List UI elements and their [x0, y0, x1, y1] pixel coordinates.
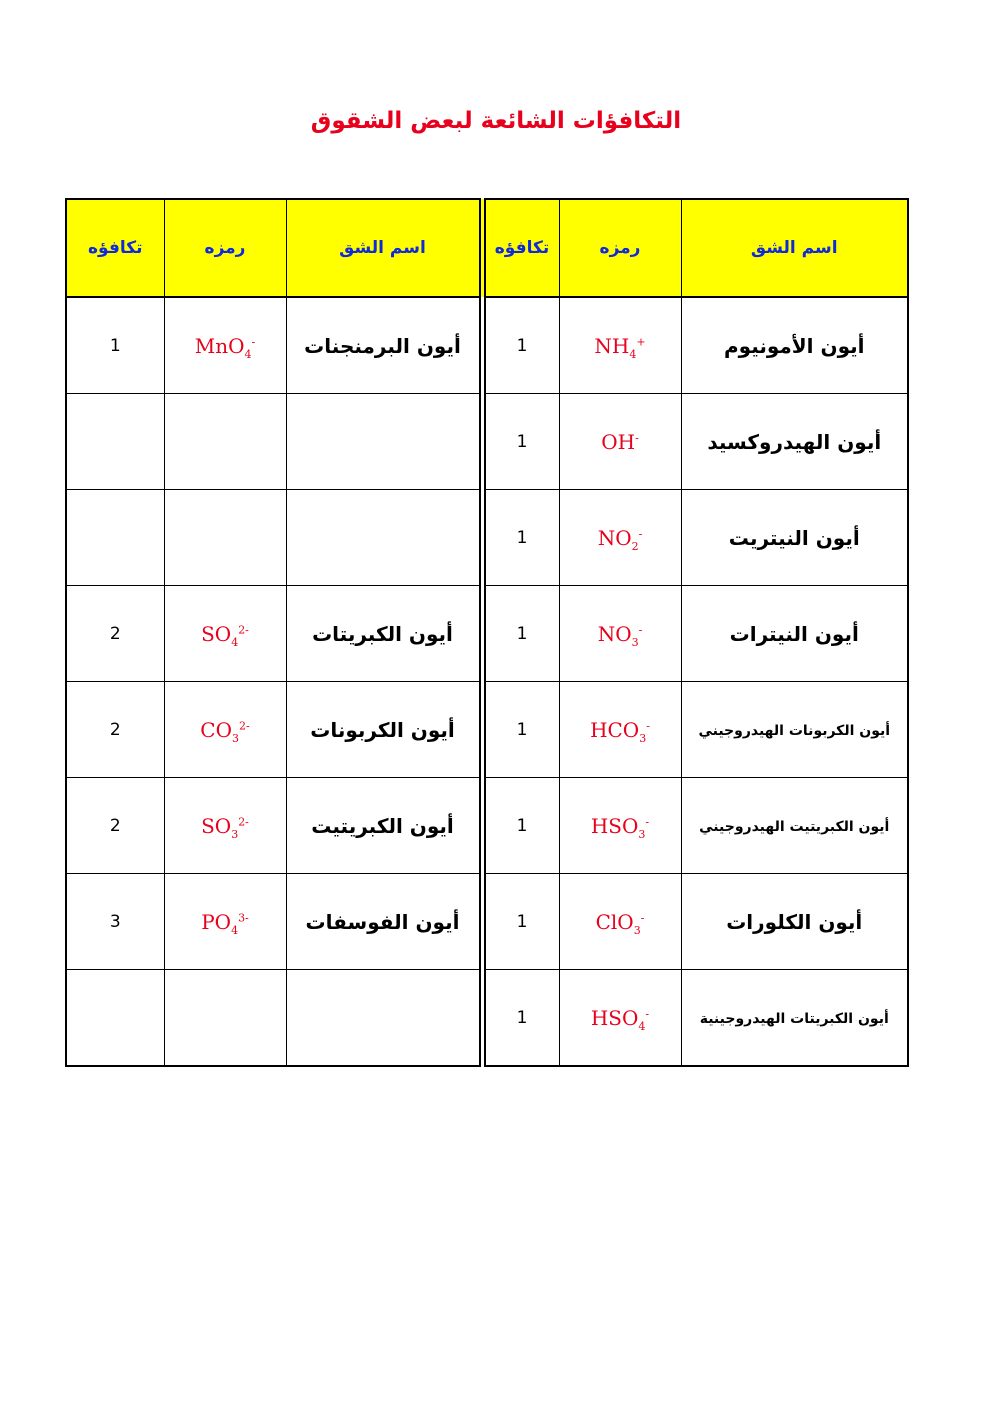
ion-name-cell: [286, 297, 482, 394]
ion-valence: 1: [516, 1007, 528, 1028]
ion-name: أيون النيترات: [729, 621, 859, 646]
ion-symbol-subscript: 3: [638, 827, 646, 841]
ion-symbol-base: NO: [597, 525, 632, 550]
ion-name: أيون الهيدروكسيد: [707, 429, 882, 454]
ion-symbol-subscript: 3: [231, 827, 239, 841]
ion-symbol: [590, 813, 650, 841]
ion-name-cell: [681, 586, 908, 682]
ion-valence-cell: [482, 874, 559, 970]
ion-valence: 2: [109, 815, 121, 836]
ion-valence-cell: [482, 682, 559, 778]
ion-symbol-charge: -: [251, 334, 256, 348]
ion-symbol-cell: [164, 394, 286, 490]
ion-name: أيون النيتريت: [728, 525, 860, 550]
ion-symbol-base: NH: [594, 333, 630, 358]
ion-symbol-cell: [559, 874, 681, 970]
ion-valence: 1: [109, 335, 121, 356]
ion-name-cell: [681, 682, 908, 778]
ion-symbol-charge: -: [646, 718, 650, 732]
ion-valence-cell: [66, 682, 164, 778]
ion-symbol-base: SO: [201, 621, 232, 646]
ion-symbol-base: HCO: [590, 717, 640, 742]
table-row: [66, 682, 908, 778]
ion-symbol-subscript: 2: [631, 539, 639, 553]
ion-symbol-cell: [164, 970, 286, 1067]
ion-symbol: [595, 909, 645, 937]
ion-valence-cell: [66, 394, 164, 490]
ion-valence-cell: [482, 586, 559, 682]
ion-valence-cell: [66, 778, 164, 874]
ion-name-cell: [286, 970, 482, 1067]
ion-symbol-charge: 2-: [238, 814, 249, 828]
table-row: [66, 586, 908, 682]
header-symbol-left: رمزه: [164, 199, 286, 297]
ion-name-cell: [681, 778, 908, 874]
ion-valence: 1: [516, 815, 528, 836]
ion-symbol: [601, 430, 639, 454]
ion-symbol-cell: [164, 586, 286, 682]
ion-symbol-charge: 3-: [238, 910, 249, 924]
ion-name: أيون الكبريتات الهيدروجينية: [699, 1011, 889, 1027]
ion-symbol-charge: -: [645, 1006, 650, 1020]
ion-valence-cell: [66, 297, 164, 394]
ion-valence: 1: [516, 527, 528, 548]
ion-valence: 1: [516, 719, 528, 740]
ion-symbol-charge: +: [636, 334, 646, 348]
ion-symbol-cell: [559, 394, 681, 490]
ion-symbol-cell: [559, 586, 681, 682]
header-name-right: اسم الشق: [681, 199, 908, 297]
ion-name: أيون الكربونات: [310, 717, 455, 742]
ion-valence-cell: [66, 586, 164, 682]
ion-symbol-subscript: 4: [231, 635, 239, 649]
ion-symbol-subscript: 4: [638, 1019, 646, 1033]
ion-symbol-base: SO: [201, 813, 232, 838]
ion-symbol: [194, 333, 256, 361]
ion-valence: 1: [516, 431, 528, 452]
table-header-row: [66, 199, 908, 297]
ion-symbol-charge: -: [640, 910, 645, 924]
ion-symbol-cell: [164, 297, 286, 394]
ion-symbol: [590, 1005, 650, 1033]
ion-valence: 2: [109, 719, 121, 740]
ion-name-cell: [681, 490, 908, 586]
ion-symbol-base: HSO: [590, 813, 639, 838]
ion-symbol: [200, 717, 250, 745]
ion-name-cell: [681, 394, 908, 490]
ion-name-cell: [681, 970, 908, 1067]
ion-symbol-cell: [559, 682, 681, 778]
ion-valence-cell: [482, 490, 559, 586]
ion-symbol-base: MnO: [194, 333, 245, 358]
ion-symbol-charge: -: [638, 526, 643, 540]
ion-name-cell: [286, 394, 482, 490]
ion-symbol-subscript: 4: [629, 347, 637, 361]
ion-symbol-cell: [559, 778, 681, 874]
ion-symbol-base: OH: [601, 429, 636, 454]
ion-symbol-charge: 2-: [238, 718, 250, 732]
ion-symbol: [597, 525, 643, 553]
ion-name-cell: [681, 874, 908, 970]
ion-symbol-cell: [164, 490, 286, 586]
ion-name: أيون الكلورات: [726, 909, 863, 934]
ion-symbol-subscript: 3: [639, 731, 647, 745]
ion-symbol: [590, 717, 650, 745]
ion-symbol: [201, 621, 249, 649]
ion-symbol-base: PO: [201, 909, 232, 934]
ion-symbol-charge: -: [638, 622, 643, 636]
ion-symbol-subscript: 4: [231, 923, 239, 937]
ion-symbol-base: ClO: [595, 909, 634, 934]
ion-name: أيون الفوسفات: [305, 909, 460, 934]
table-row: [66, 778, 908, 874]
ion-valence-cell: [482, 394, 559, 490]
page-title: التكافؤات الشائعة لبعض الشقوق: [310, 108, 682, 134]
table-body: [66, 297, 908, 1066]
ion-name: أيون الأمونيوم: [724, 333, 865, 358]
ion-valence: 1: [516, 623, 528, 644]
table-row: [66, 394, 908, 490]
ion-symbol-cell: [164, 682, 286, 778]
ion-valence: 1: [516, 911, 528, 932]
ion-valence-cell: [66, 874, 164, 970]
ion-name-cell: [286, 874, 482, 970]
ion-name: أيون البرمنجنات: [304, 333, 461, 358]
ion-name: أيون الكبريتيت: [311, 813, 454, 838]
ion-symbol-base: HSO: [590, 1005, 639, 1030]
ion-valence: 1: [516, 335, 528, 356]
header-name-left: اسم الشق: [286, 199, 482, 297]
ion-symbol-base: CO: [200, 717, 232, 742]
ion-symbol-cell: [559, 970, 681, 1067]
ion-valence: 3: [109, 911, 121, 932]
ion-symbol-cell: [164, 778, 286, 874]
ion-name-cell: [286, 586, 482, 682]
ion-name: أيون الكبريتات: [312, 621, 453, 646]
ion-symbol-subscript: 3: [633, 923, 641, 937]
header-symbol-right: رمزه: [559, 199, 681, 297]
ion-valence-cell: [482, 297, 559, 394]
ion-symbol: [201, 909, 249, 937]
ion-name-cell: [681, 297, 908, 394]
ion-symbol-cell: [164, 874, 286, 970]
ion-symbol-subscript: 3: [231, 731, 239, 745]
ion-symbol-cell: [559, 490, 681, 586]
ion-symbol-subscript: 4: [244, 347, 252, 361]
header-valence-right: تكافؤه: [482, 199, 559, 297]
ion-symbol-charge: 2-: [238, 622, 249, 636]
ion-symbol: [201, 813, 249, 841]
ion-name-cell: [286, 682, 482, 778]
valence-table: [65, 198, 909, 1067]
ion-symbol-charge: -: [645, 814, 650, 828]
header-valence-left: تكافؤه: [66, 199, 164, 297]
ion-symbol-base: NO: [597, 621, 632, 646]
ion-symbol: [594, 333, 646, 361]
ion-name: أيون الكربونات الهيدروجيني: [698, 723, 891, 739]
table-row: [66, 490, 908, 586]
ion-valence-cell: [66, 970, 164, 1067]
ion-symbol-charge: -: [635, 430, 639, 444]
ion-valence: 2: [109, 623, 121, 644]
ion-name-cell: [286, 778, 482, 874]
table-row: [66, 874, 908, 970]
ion-valence-cell: [482, 970, 559, 1067]
ion-name: أيون الكبريتيت الهيدروجيني: [699, 819, 890, 835]
ion-name-cell: [286, 490, 482, 586]
table-row: [66, 297, 908, 394]
table-row: [66, 970, 908, 1067]
ion-valence-cell: [482, 778, 559, 874]
ion-symbol-subscript: 3: [631, 635, 639, 649]
ion-symbol: [597, 621, 643, 649]
ion-symbol-cell: [559, 297, 681, 394]
ion-valence-cell: [66, 490, 164, 586]
